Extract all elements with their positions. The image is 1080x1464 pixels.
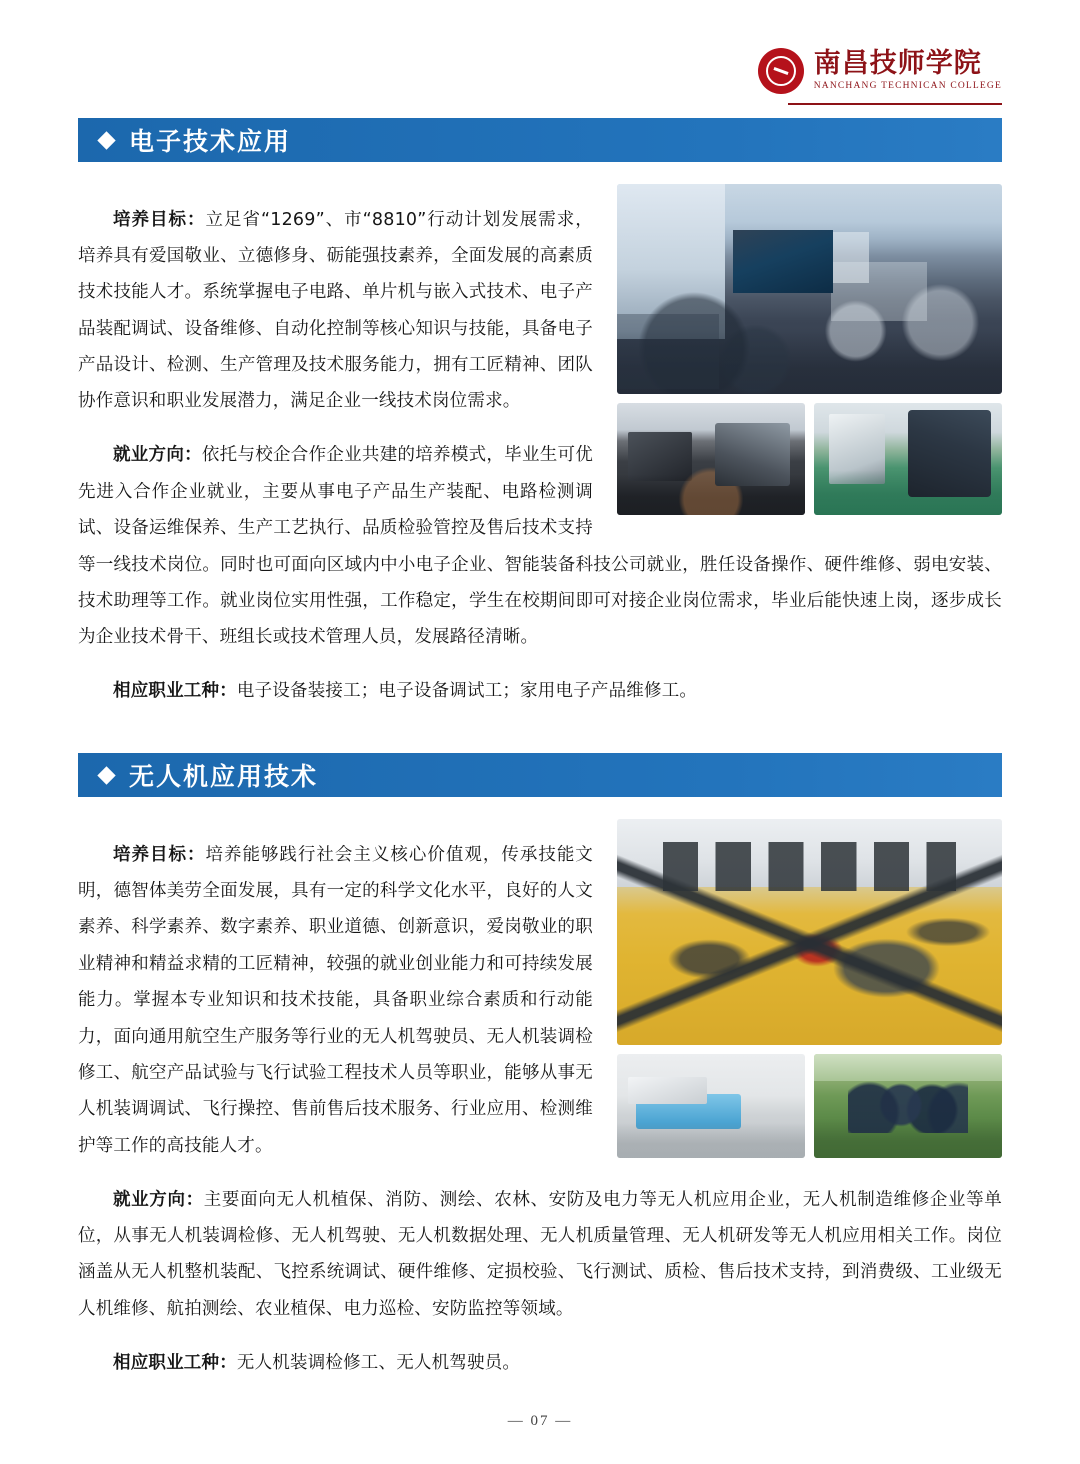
paragraph-text: 依托与校企合作企业共建的培养模式，毕业生可优先进入合作企业就业，主要从事电子产品生产装配、电路检测调试、设备运维保养、生产工艺执行、品质检验管控及售后技术支持等一线技术岗位。同时也可面向区域内中小电子企业、智能装备科技公司就业，胜任设备操作、硬件维修、弱电安装、技术助理等工作。就业岗位实用性强，工作稳定，学生在校期间即可对接企业岗位需求，毕业后能快速上岗，逐步成长为企业技术骨干、班组长或技术管理人员，发展路径清晰。 bbox=[78, 445, 1002, 648]
section-electronic-technology bbox=[78, 118, 1002, 727]
section-body bbox=[78, 819, 1002, 1398]
logo-name-cn: 南昌技师学院 bbox=[813, 47, 982, 79]
paragraph-label: 相应职业工种： bbox=[113, 1352, 237, 1373]
diamond-bullet-icon bbox=[97, 766, 115, 784]
paragraph-label: 培养目标： bbox=[113, 844, 206, 865]
logo-name-en: NANCHANG TECHNICAN COLLEGE bbox=[813, 81, 1002, 92]
logo-text bbox=[813, 47, 1002, 92]
paragraph-text: 培养能够践行社会主义核心价值观，传承技能文明，德智体美劳全面发展，具有一定的科学文化水平，良好的人文素养、科学素养、数字素养、职业道德、创新意识，爱岗敬业的职业精神和精益求精的工匠精神，较强的就业创业能力和可持续发展能力。掌握本专业知识和技术技能，具备职业综合素质和行动能力，面向通用航空生产服务等行业的无人机驾驶员、无人机装调检修工、航空产品试验与飞行试验工程技术人员等职业，能够从事无人机装调调试、飞行操控、售前售后技术服务、行业应用、检测维护等工作的高技能人才。 bbox=[78, 844, 594, 1156]
section-image-row bbox=[617, 1054, 1002, 1158]
page-number: — 07 — bbox=[507, 1413, 573, 1429]
electronics-classroom-photo bbox=[617, 184, 1002, 394]
section-uav-application-technology bbox=[78, 753, 1002, 1398]
section-image-group bbox=[617, 819, 1002, 1158]
paragraph-label: 就业方向： bbox=[113, 1189, 204, 1210]
paragraph-text: 立足省“1269”、市“8810”行动计划发展需求，培养具有爱国敬业、立德修身、砺能强技素养，全面发展的高素质技术技能人才。系统掌握电子电路、单片机与嵌入式技术、电子产品装配调试、设备维修、自动化控制等核心知识与技能，具备电子产品设计、检测、生产管理及技术服务能力，拥有工匠精神、团队协作意识和职业发展潜力，满足企业一线技术岗位需求。 bbox=[78, 209, 594, 412]
page-header bbox=[78, 0, 1002, 118]
college-crest-icon bbox=[758, 48, 804, 94]
section-image-group bbox=[617, 184, 1002, 515]
college-logo bbox=[758, 48, 1002, 94]
section-header-bar bbox=[78, 118, 1002, 162]
paragraph-label: 相应职业工种： bbox=[113, 681, 237, 702]
soldering-bench-photo bbox=[617, 403, 805, 515]
paragraph-text: 主要面向无人机植保、消防、测绘、农林、安防及电力等无人机应用企业，无人机制造维修企业等单位，从事无人机装调检修、无人机驾驶、无人机数据处理、无人机质量管理、无人机研发等无人机应用相关工作。岗位涵盖从无人机整机装配、飞控系统调试、硬件维修、定损校验、飞行测试、质检、售后技术支持，到消费级、工业级无人机维修、航拍测绘、农业植保、电力巡检、安防监控等领域。 bbox=[78, 1189, 1002, 1319]
uav-lab-photo bbox=[617, 1054, 805, 1158]
paragraph-employment-direction bbox=[78, 1182, 1002, 1328]
section-header-bar bbox=[78, 753, 1002, 797]
diamond-bullet-icon bbox=[97, 131, 115, 149]
paragraph-text: 无人机装调检修工、无人机驾驶员。 bbox=[236, 1352, 521, 1373]
paragraph-label: 培养目标： bbox=[113, 209, 206, 230]
microscope-inspection-photo bbox=[814, 403, 1002, 515]
uav-hero-photo bbox=[617, 819, 1002, 1045]
uav-field-training-photo bbox=[814, 1054, 1002, 1158]
section-title: 无人机应用技术 bbox=[129, 762, 319, 792]
paragraph-text: 电子设备装接工；电子设备调试工；家用电子产品维修工。 bbox=[236, 681, 698, 702]
section-title: 电子技术应用 bbox=[129, 127, 292, 156]
paragraph-occupations bbox=[78, 673, 1002, 709]
section-body bbox=[78, 184, 1002, 727]
paragraph-occupations bbox=[78, 1345, 1002, 1381]
logo-underline bbox=[788, 103, 1002, 105]
section-image-row bbox=[617, 403, 1002, 515]
paragraph-label: 就业方向： bbox=[113, 445, 202, 466]
